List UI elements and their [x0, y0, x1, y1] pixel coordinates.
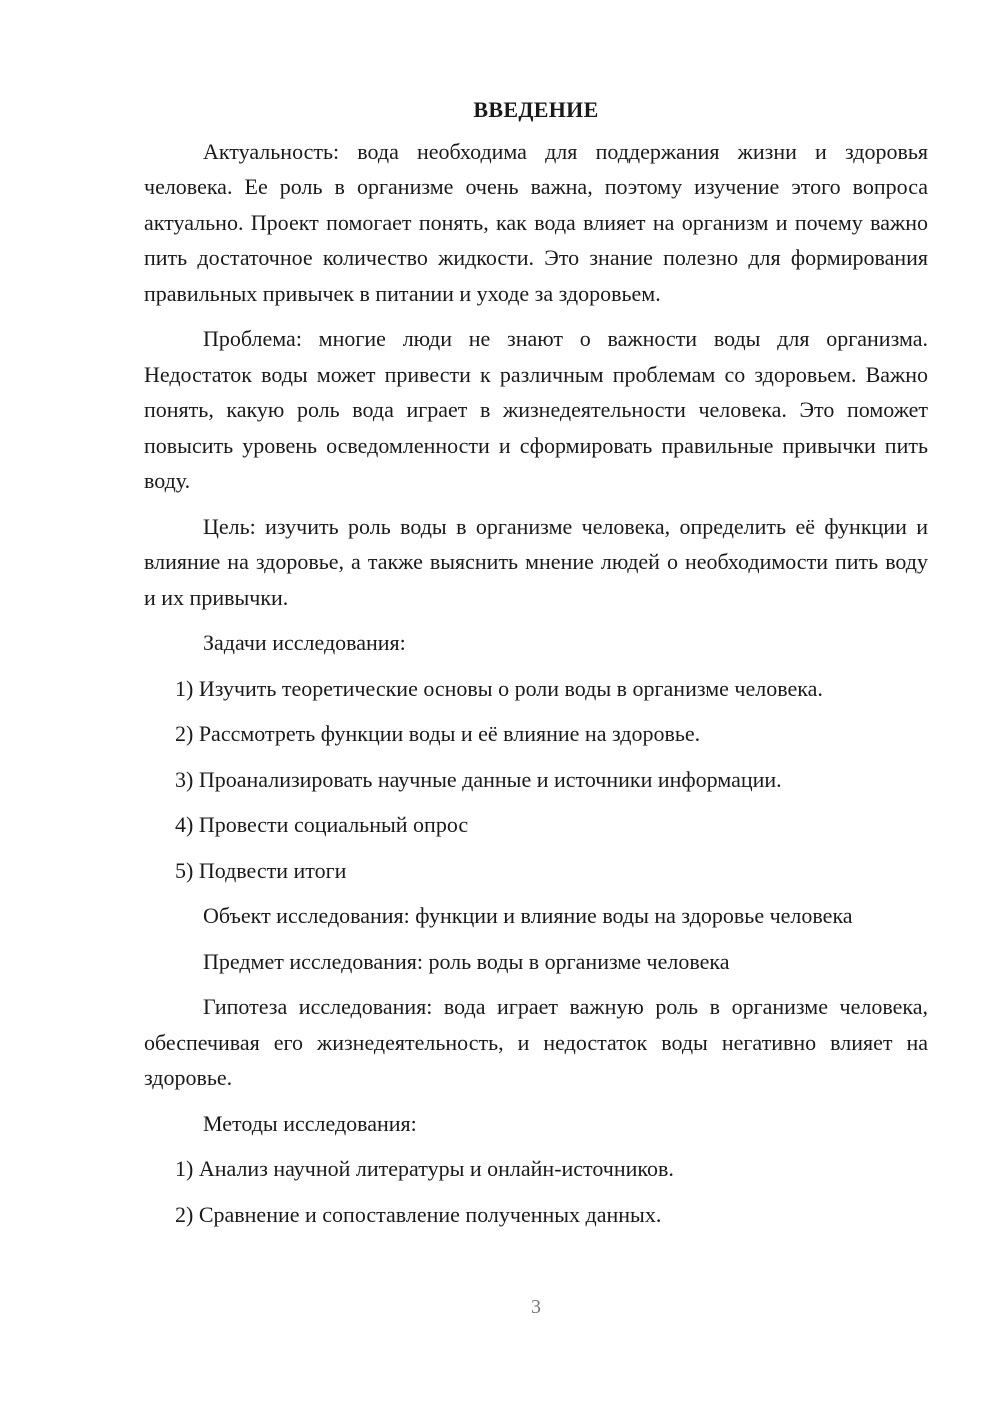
object-paragraph: Объект исследования: функции и влияние воды на здоровье человека: [203, 903, 853, 928]
page-number: 3: [531, 1296, 541, 1318]
list-item: 2) Рассмотреть функции воды и её влияние на здоровье.: [175, 721, 701, 746]
methods-heading: Методы исследования:: [203, 1110, 417, 1136]
list-item: 3) Проанализировать научные данные и источники информации.: [175, 766, 782, 792]
list-item: 5) Подвести итоги: [175, 857, 347, 883]
list-item: 2) Сравнение и сопоставление полученных данных.: [175, 1201, 662, 1227]
list-item: 1) Анализ научной литературы и онлайн-источников.: [175, 1156, 674, 1181]
list-item: 1) Изучить теоретические основы о роли воды в организме человека.: [175, 675, 823, 701]
methods-list: [144, 1151, 928, 1232]
page-content: [144, 92, 928, 1242]
list-item: 4) Провести социальный опрос: [175, 812, 469, 837]
tasks-heading: Задачи исследования:: [203, 630, 406, 655]
problem-paragraph: Проблема: многие люди не знают о важности воды для организма. Недостаток воды может привести к различным проблемам со здоровьем. Важно понять, какую роль вода играет в жизнедеятельности человека. Это поможет повысить уровень осведомленности и сформировать правильные привычки пить воду.: [144, 326, 928, 493]
hypothesis-paragraph: Гипотеза исследования: вода играет важную роль в организме человека, обеспечивая его жизнедеятельность, и недостаток воды негативно влияет на здоровье.: [144, 994, 928, 1090]
tasks-list: [144, 671, 928, 889]
goal-paragraph: Цель: изучить роль воды в организме человека, определить её функции и влияние на здоровье, а также выяснить мнение людей о необходимости пить воду и их привычки.: [144, 513, 928, 610]
relevance-paragraph: Актуальность: вода необходима для поддержания жизни и здоровья человека. Ее роль в организме очень важна, поэтому изучение этого вопроса актуально. Проект помогает понять, как вода влияет на организм и почему важно пить достаточное количество жидкости. Это знание полезно для формирования правильных привычек в питании и уходе за здоровьем.: [144, 138, 928, 306]
page-title: ВВЕДЕНИЕ: [473, 97, 599, 122]
subject-paragraph: Предмет исследования: роль воды в организме человека: [203, 948, 730, 974]
